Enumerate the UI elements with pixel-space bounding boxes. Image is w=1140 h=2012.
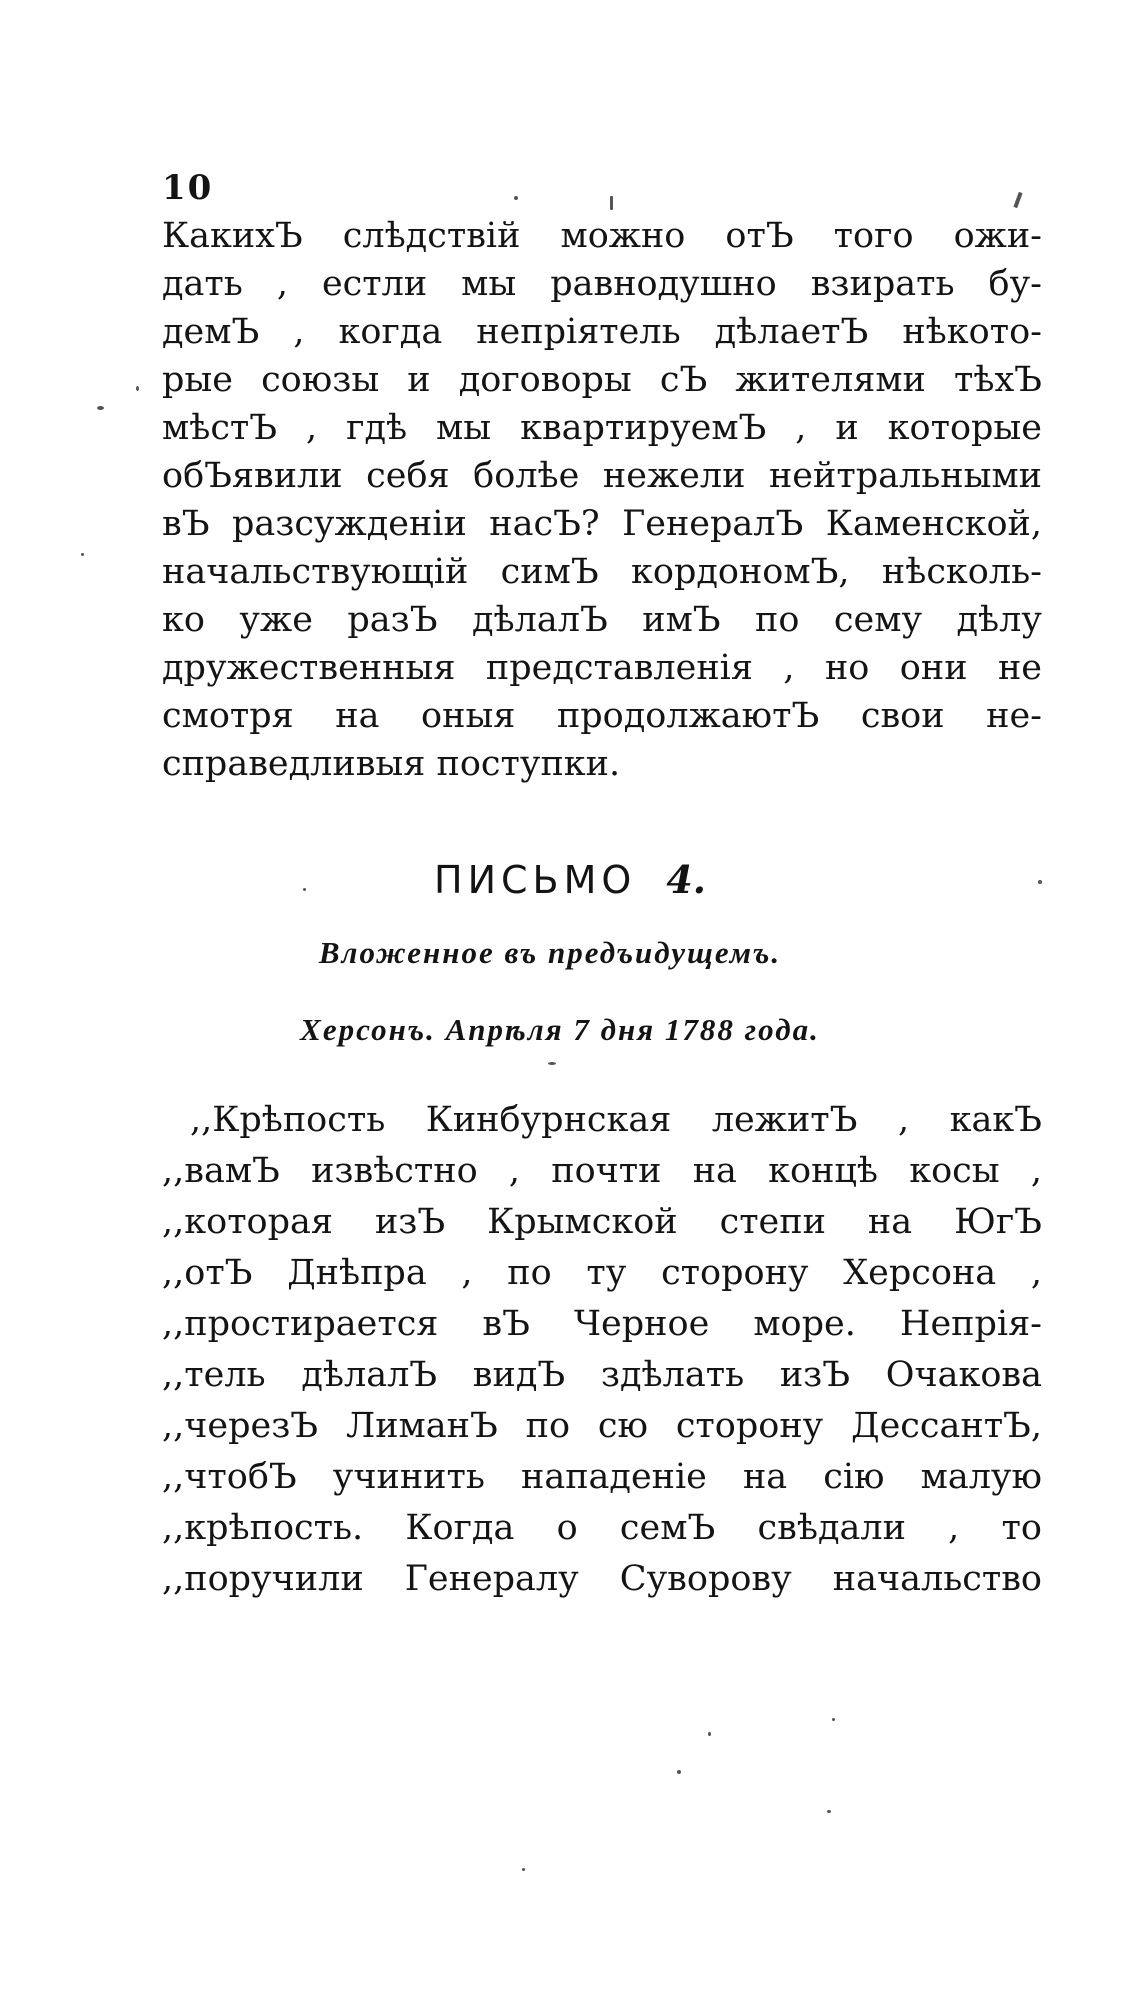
text-line: демЪ , когда непріятель дѣлаетЪ нѣкото-	[162, 312, 1042, 352]
letter-heading-title: ПИСЬМО	[434, 858, 637, 902]
scan-speck	[136, 386, 139, 391]
letter-number: 4.	[666, 857, 706, 902]
scan-speck	[514, 196, 518, 200]
scan-speck	[708, 1732, 711, 1736]
scan-speck	[303, 888, 306, 891]
scan-speck	[548, 1062, 556, 1065]
text-line: ,,черезЪ ЛиманЪ по сю сторону ДессантЪ,	[162, 1406, 1042, 1446]
text-line: начальствующій симЪ кордономЪ, нѣсколь-	[162, 552, 1042, 592]
quoted-paragraph	[162, 1095, 1042, 1605]
text-line: КакихЪ слѣдствій можно отЪ того ожи-	[162, 216, 1042, 256]
letter-heading	[0, 857, 1140, 902]
scan-speck	[97, 406, 104, 410]
enclosed-note: Вложенное въ предъидущемъ.	[318, 935, 782, 970]
scan-speck	[1013, 192, 1022, 208]
text-line: мѣстЪ , гдѣ мы квартируемЪ , и которые	[162, 408, 1042, 448]
text-line: дать , естли мы равнодушно взирать бу-	[162, 264, 1042, 304]
text-line: ,,вамЪ извѣстно , почти на концѣ косы ,	[162, 1151, 1042, 1191]
scan-speck	[81, 553, 84, 556]
text-line: ,,отЪ Днѣпра , по ту сторону Херсона ,	[162, 1253, 1042, 1293]
text-line: ко уже разЪ дѣлалЪ имЪ по сему дѣлу	[162, 600, 1042, 640]
text-line: обЪявили себя болѣе нежели нейтральными	[162, 456, 1042, 496]
text-line: ,,простирается вЪ Черное море. Непрія-	[162, 1304, 1042, 1344]
page-number: 10	[162, 168, 214, 208]
dateline: Херсонъ. Апрѣля 7 дня 1788 года.	[300, 1012, 820, 1047]
text-line: ,,тель дѣлалЪ видЪ здѣлать изЪ Очакова	[162, 1355, 1042, 1395]
text-line: вЪ разсужденіи насЪ? ГенералЪ Каменской,	[162, 504, 1042, 544]
scan-speck	[1038, 880, 1042, 884]
text-line: дружественныя представленія , но они не	[162, 648, 1042, 688]
text-line: ,,поручили Генералу Суворову начальство	[162, 1559, 1042, 1599]
scan-speck	[677, 1770, 681, 1774]
scan-speck	[832, 1718, 835, 1721]
text-line: ,,крѣпость. Когда о семЪ свѣдали , то	[162, 1508, 1042, 1548]
scan-speck	[522, 1868, 525, 1871]
text-line: справедливыя поступки.	[162, 744, 621, 784]
intro-paragraph	[162, 212, 1042, 788]
text-line: ,,которая изЪ Крымской степи на ЮгЪ	[162, 1202, 1042, 1242]
text-line: ,,чтобЪ учинить нападеніе на сію малую	[162, 1457, 1042, 1497]
text-line: смотря на оныя продолжаютЪ свои не-	[162, 696, 1042, 736]
scan-speck	[610, 196, 613, 210]
text-line: ,,Крѣпость Кинбурнская лежитЪ , какЪ	[190, 1100, 1042, 1140]
text-line: рые союзы и договоры сЪ жителями тѣхЪ	[162, 360, 1042, 400]
scan-speck	[827, 1810, 831, 1813]
